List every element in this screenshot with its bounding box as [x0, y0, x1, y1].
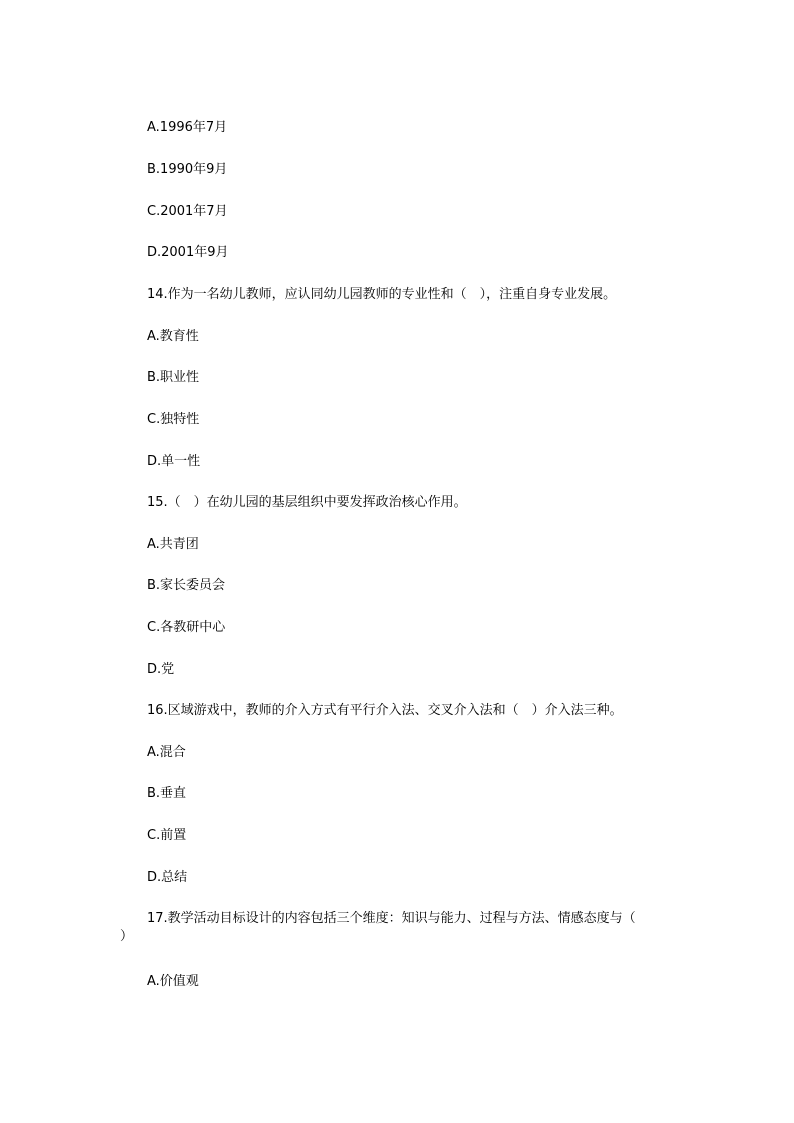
q14-stem: 14.作为一名幼儿教师，应认同幼儿园教师的专业性和（ ），注重自身专业发展。: [147, 287, 617, 302]
q15-option-a: A.共青团: [147, 537, 199, 552]
q16-option-c: C.前置: [147, 828, 187, 843]
q13-option-d: D.2001年9月: [147, 245, 229, 260]
q15-option-b: B.家长委员会: [147, 578, 226, 593]
q13-option-b: B.1990年9月: [147, 162, 228, 177]
q15-option-d: D.党: [147, 662, 175, 677]
q14-option-b: B.职业性: [147, 370, 200, 385]
q17-stem: 17.教学活动目标设计的内容包括三个维度：知识与能力、过程与方法、情感态度与（: [147, 911, 636, 926]
q16-stem: 16.区域游戏中，教师的介入方式有平行介入法、交叉介入法和（ ）介入法三种。: [147, 703, 623, 718]
q14-option-c: C.独特性: [147, 412, 200, 427]
q13-option-c: C.2001年7月: [147, 204, 228, 219]
q13-option-a: A.1996年7月: [147, 120, 228, 135]
q15-option-c: C.各教研中心: [147, 620, 226, 635]
q14-option-d: D.单一性: [147, 454, 201, 469]
q14-option-a: A.教育性: [147, 329, 199, 344]
q16-option-b: B.垂直: [147, 786, 187, 801]
q17-stem-continuation: ）: [120, 929, 134, 944]
q16-option-d: D.总结: [147, 870, 188, 885]
q17-option-a: A.价值观: [147, 974, 199, 989]
q16-option-a: A.混合: [147, 745, 186, 760]
q15-stem: 15.（ ）在幼儿园的基层组织中要发挥政治核心作用。: [147, 495, 467, 510]
